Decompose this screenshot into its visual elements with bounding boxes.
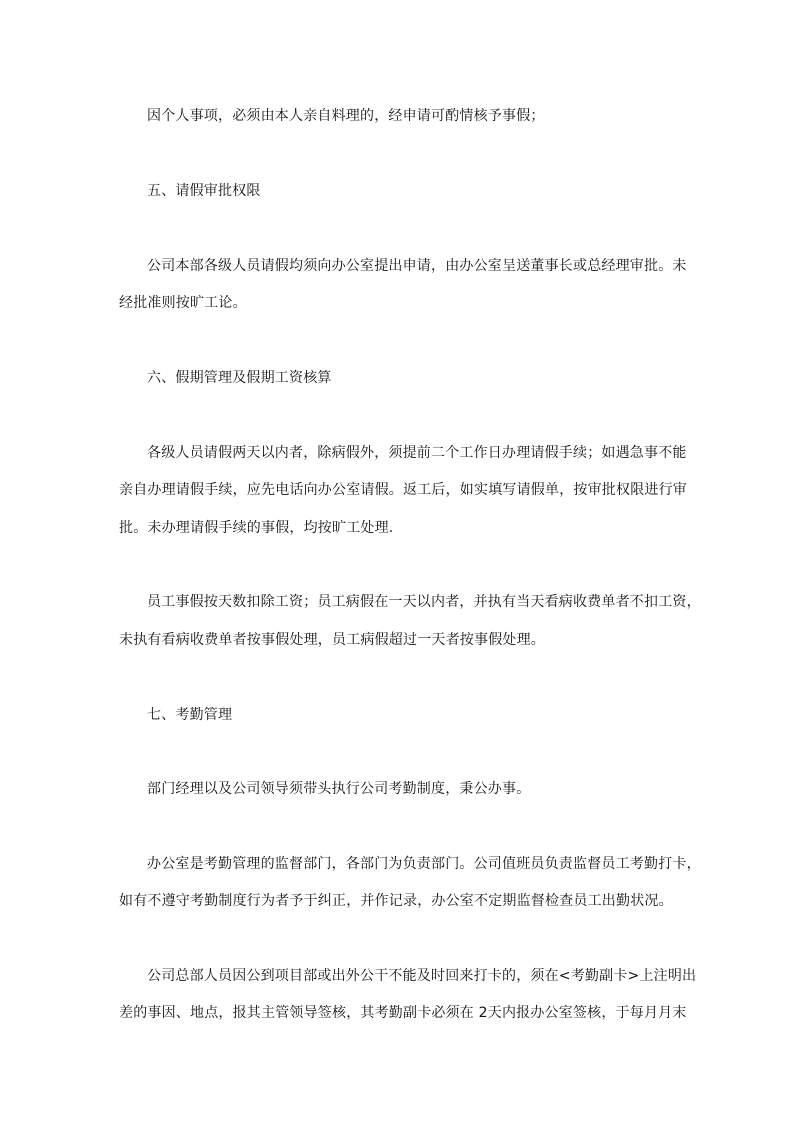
paragraph-line: 批。未办理请假手续的事假，均按旷工处理.: [119, 520, 394, 536]
paragraph-line: 因个人事项，必须由本人亲自料理的，经申请可酌情核予事假；: [147, 108, 545, 124]
paragraph-line: 公司总部人员因公到项目部或出外公干不能及时回来打卡的，须在<考勤副卡>上注明出: [147, 968, 697, 984]
paragraph-line: 如有不遵守考勤制度行为者予于纠正，并作记录，办公室不定期监督检查员工出勤状况。: [119, 893, 673, 909]
paragraph-line: 办公室是考勤管理的监督部门，各部门为负责部门。公司值班员负责监督员工考勤打卡，: [147, 856, 701, 872]
paragraph-line: 公司本部各级人员请假均须向办公室提出申请，由办公室呈送董事长或总经理审批。未: [147, 258, 687, 274]
paragraph-line: 各级人员请假两天以内者，除病假外，须提前二个工作日办理请假手续；如遇急事不能: [147, 445, 687, 461]
paragraph-line: 差的事因、地点，报其主管领导签核，其考勤副卡必须在 2天内报办公室签核，于每月月末: [119, 1005, 687, 1021]
paragraph-line: 部门经理以及公司领导须带头执行公司考勤制度，秉公办事。: [147, 781, 531, 797]
section-heading-6: 六、假期管理及假期工资核算: [147, 370, 332, 386]
paragraph-line: 经批准则按旷工论。: [119, 295, 247, 311]
paragraph-line: 亲自办理请假手续，应先电话向办公室请假。返工后，如实填写请假单，按审批权限进行审: [119, 482, 687, 498]
paragraph-line: 未执有看病收费单者按事假处理，员工病假超过一天者按事假处理。: [119, 632, 545, 648]
paragraph-line: 员工事假按天数扣除工资；员工病假在一天以内者，并执有当天看病收费单者不扣工资，: [147, 594, 701, 610]
section-heading-5: 五、请假审批权限: [147, 183, 261, 199]
section-heading-7: 七、考勤管理: [147, 707, 233, 723]
